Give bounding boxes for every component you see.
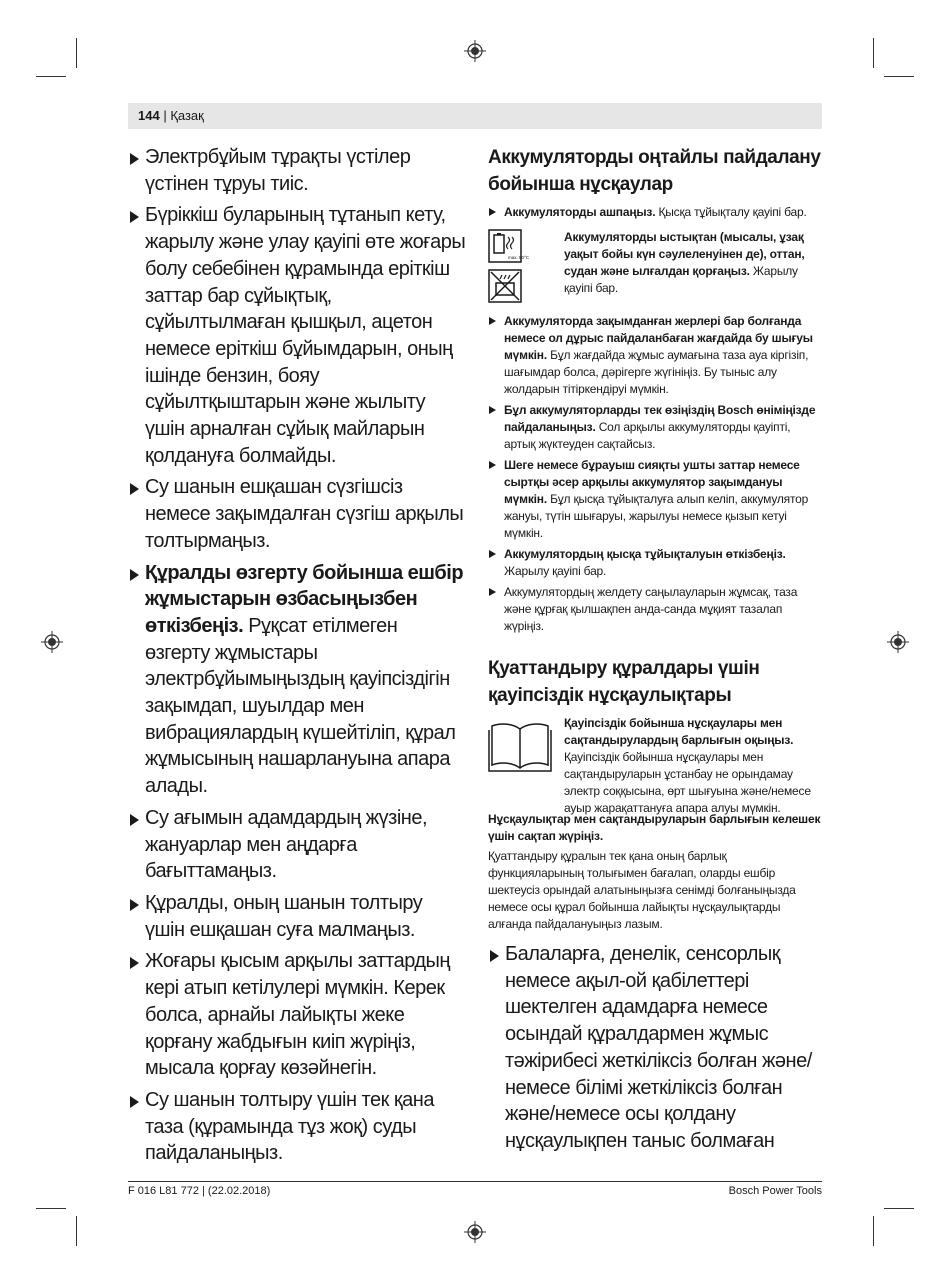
read-manual-notice [488, 715, 822, 815]
list-item: Электрбұйым тұрақты үстілер үстінен тұруы тиіс. [128, 144, 466, 197]
crop-mark [36, 1208, 66, 1209]
open-book-icon [488, 721, 552, 773]
bullet-triangle-icon [130, 814, 139, 826]
warning-text: Аккумуляторды ыстықтан (мысалы, ұзақ уақыт бойы күн сәулеленуінен де), оттан, судан және ылғалдан қорғаңыз. Жарылу қауіпі бар. [564, 230, 805, 295]
footer-document-code: F 016 L81 772 | (22.02.2018) [128, 1185, 271, 1197]
list-item: Аккумулятордың желдету саңылауларын жұмсақ, таза және құрғақ қылшақпен анда-санда мұқият тазалап жүріңіз. [488, 584, 822, 635]
page-header-bar [128, 103, 822, 129]
crop-mark [873, 1216, 874, 1246]
registration-mark-icon [41, 631, 63, 653]
section-heading: Аккумуляторды оңтайлы пайдалану бойынша нұсқаулар [488, 147, 821, 195]
registration-mark-icon [464, 1221, 486, 1243]
bullet-triangle-icon [130, 483, 139, 495]
page-number: 144 [138, 108, 160, 123]
bullet-triangle-icon [489, 550, 496, 558]
max-temp-label: max. 50°C [508, 255, 530, 260]
bullet-triangle-icon [130, 899, 139, 911]
bullet-triangle-icon [489, 461, 496, 469]
footer-brand: Bosch Power Tools [728, 1185, 822, 1197]
list-item: Құралды, оның шанын толтыру үшін ешқашан суға малмаңыз. [128, 890, 466, 943]
bullet-triangle-icon [489, 208, 496, 216]
registration-mark-icon [464, 40, 486, 62]
read-manual-text: Қауіпсіздік бойынша нұсқаулары мен сақтандырулардың барлығын оқыңыз. Қауіпсіздік бойынша нұсқаулары мен сақтандыруларын ұстанбау не орындамау электр соққысына, өрт шығуына және/немесе ауыр жарақаттануға апара алуы мүмкін. [564, 716, 811, 815]
page-header: 144 | Қазақ [138, 108, 204, 123]
keep-instructions-note: Нұсқаулықтар мен сақтандыруларын барлығын келешек үшін сақтап жүріңіз. [488, 812, 821, 843]
footer-divider [128, 1181, 822, 1182]
crop-mark [76, 38, 77, 68]
list-item: Бұл аккумуляторларды тек өзіңіздің Bosch өніміңізде пайдаланыңыз. Сол арқылы аккумуляторды қауіпті, артық жүктеуден сақтайсыз. [488, 402, 822, 453]
bullet-triangle-icon [489, 588, 496, 596]
bullet-triangle-icon [130, 1096, 139, 1108]
crop-mark [884, 1208, 914, 1209]
crop-mark [76, 1216, 77, 1246]
battery-heat-icon [488, 229, 530, 263]
page-language: Қазақ [170, 108, 204, 123]
list-item: Су шанын ешқашан сүзгішсіз немесе зақымдалған сүзгіш арқылы толтырмаңыз. [128, 474, 466, 554]
list-item: Аккумуляторда зақымданған жерлері бар болғанда немесе ол дұрыс пайдаланбаған жағдайда бу шығуы мүмкін. Бұл жағдайда жұмыс аумағына таза ауа кіргізіп, шағымдар болса, дәрігерге жүгініңіз. Бу тыныс алу жолдарын тітіркендіруі мүмкін. [488, 313, 822, 398]
list-item: Құралды өзгерту бойынша ешбір жұмыстарын өзбасыңызбен өткізбеңіз. Рұқсат етілмеген өзгерту жұмыстары электрбұйымыңыздың қауіпсіздігін зақымдап, шуылдар мен вибрациялардың күшейтіліп, құрал жұмысының нашарлануына апара алады. [128, 560, 466, 800]
registration-mark-icon [887, 631, 909, 653]
right-column [488, 144, 822, 1155]
bullet-triangle-icon [130, 569, 139, 581]
list-item: Шеге немесе бұрауыш сияқты ушты заттар немесе сыртқы әсер арқылы аккумулятор зақымдануы мүмкін. Бұл қысқа тұйықталуға алып келіп, аккумулятор жануы, түтін шығаруы, жарылуы немесе қызып кетуі мүмкін. [488, 457, 822, 542]
bullet-triangle-icon [489, 406, 496, 414]
battery-warning [488, 229, 822, 307]
crop-mark [884, 76, 914, 77]
list-item: Су ағымын адамдардың жүзіне, жануарлар мен аңдарға бағыттамаңыз. [128, 805, 466, 885]
crop-mark [873, 38, 874, 68]
list-item: Бүріккіш буларының тұтанып кету, жарылу және улау қауіпі өте жоғары болу себебінен құрамында еріткіш заттар бар сұйықтық, сұйылтылмаған қышқыл, ацетон немесе еріткіш бұйымдарын, оның ішінде бензин, бояу сұйылтқыштарын және жылыту үшін арналған сұйық майларын қолдануға болмайды. [128, 202, 466, 469]
list-item: Су шанын толтыру үшін тек қана таза (құрамында тұз жоқ) суды пайдаланыңыз. [128, 1087, 466, 1167]
bullet-triangle-icon [130, 211, 139, 223]
usage-paragraph: Қуаттандыру құралын тек қана оның барлық функцияларының толығымен бағалап, оларды ешбір шектеусіз орындай алатыныңызға сенімді болғаныңызда немесе осы құрал бойынша лайықты нұсқаулықтарды алғанда пайдалануыңыз лазым. [488, 849, 796, 931]
bullet-triangle-icon [130, 957, 139, 969]
left-column [128, 144, 466, 1172]
list-item: Аккумулятордың қысқа тұйықталуын өткізбеңіз. Жарылу қауіпі бар. [488, 546, 822, 580]
battery-no-water-icon [488, 269, 522, 303]
bullet-triangle-icon [130, 153, 139, 165]
bullet-triangle-icon [490, 950, 499, 962]
list-item: Балаларға, денелік, сенсорлық немесе ақыл-ой қабілеттері шектелген адамдарға немесе осындай құралдармен жұмыс тәжірибесі жеткіліксіз болған және/немесе білімі жеткіліксіз болған және/немесе осы қолдану нұсқаулықпен таныс болмаған [488, 941, 822, 1155]
bullet-triangle-icon [489, 317, 496, 325]
crop-mark [36, 76, 66, 77]
list-item: Жоғары қысым арқылы заттардың кері атып кетілулері мүмкін. Керек болса, арнайы лайықты жеке қорғану жабдығын киіп жүріңіз, мысала қорғау көзәйнегін. [128, 948, 466, 1082]
list-item: Аккумуляторды ашпаңыз. Қысқа тұйықталу қауіпі бар. [488, 204, 822, 221]
section-heading: Қуаттандыру құралдары үшін қауіпсіздік нұсқаулықтары [488, 658, 760, 706]
